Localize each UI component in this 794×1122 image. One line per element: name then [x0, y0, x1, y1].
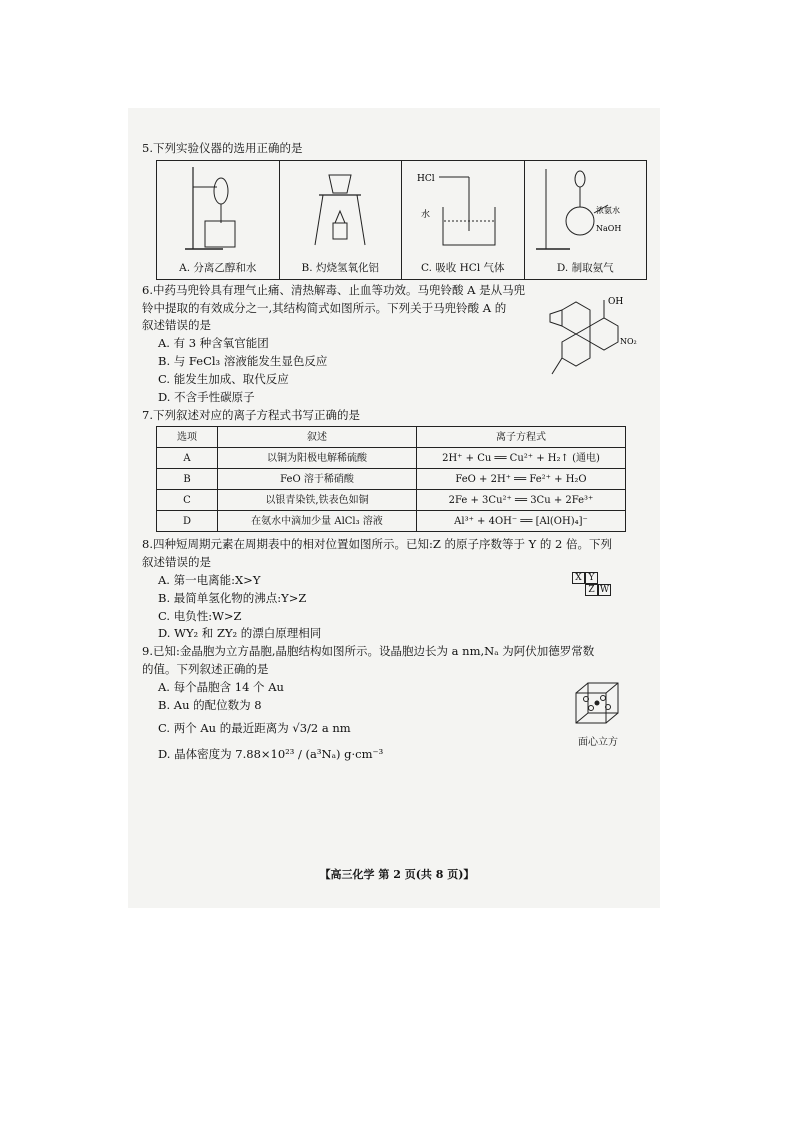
q8-option-c: C. 电负性:W>Z	[158, 608, 242, 623]
q7-cell: 以银青染铁,铁表色如铜	[218, 490, 417, 511]
q7-cell: FeO 溶于稀硝酸	[218, 469, 417, 490]
q7-cell: D	[157, 511, 218, 532]
q6-option-d: D. 不含手性碳原子	[158, 389, 255, 404]
aristolochic-acid-structure-icon	[542, 282, 642, 402]
q7-cell: B	[157, 469, 218, 490]
q5-option-d: D. 制取氨气	[556, 261, 614, 274]
q7-cell: C	[157, 490, 218, 511]
q5-cell-b	[280, 161, 403, 279]
q9-options	[142, 679, 572, 764]
no2-label: NO₂	[620, 336, 637, 346]
q9-option-b: B. Au 的配位数为 8	[158, 697, 262, 712]
q9-options-row	[142, 679, 647, 764]
q7-cell: 2Fe + 3Cu²⁺ ══ 3Cu + 2Fe³⁺	[417, 490, 626, 511]
q5-stem: 5.下列实验仪器的选用正确的是	[142, 141, 303, 155]
q5-cell-d	[525, 161, 647, 279]
q8-stem-line-1: 8.四种短周期元素在周期表中的相对位置如图所示。已知:Z 的原子序数等于 Y 的 2 倍。下列	[142, 537, 613, 552]
q8-stem-line-2: 叙述错误的是	[142, 555, 211, 570]
table-row	[157, 469, 626, 490]
periodic-position-grid	[572, 572, 611, 596]
gas-absorption-icon	[413, 165, 513, 253]
grid-cell-empty	[598, 572, 611, 584]
grid-cell-w: W	[599, 584, 610, 595]
q6-stem-line-3: 叙述错误的是	[142, 318, 211, 333]
q8-option-b: B. 最简单氢化物的沸点:Y>Z	[158, 590, 307, 605]
q5-cell-c	[402, 161, 525, 279]
q7-cell: 在氨水中滴加少量 AlCl₃ 溶液	[218, 511, 417, 532]
table-row	[157, 511, 626, 532]
q7-cell: 2H⁺ + Cu ══ Cu²⁺ + H₂↑ (通电)	[417, 448, 626, 469]
hcl-label: HCl	[416, 173, 435, 184]
oh-label: OH	[608, 296, 624, 307]
page-footer: 【高三化学 第 2 页(共 8 页)】	[319, 868, 475, 881]
naoh-label: NaOH	[596, 223, 622, 233]
q5-figure-table	[156, 160, 647, 280]
q7-cell: 以铜为阳极电解稀硫酸	[218, 448, 417, 469]
q8-options	[142, 572, 572, 643]
q7-header-description: 叙述	[218, 427, 417, 448]
q5-option-a: A. 分离乙醇和水	[179, 261, 257, 274]
q8-option-a: A. 第一电离能:X>Y	[158, 572, 261, 587]
q7-cell: Al³⁺ + 4OH⁻ ══ [Al(OH)₄]⁻	[417, 511, 626, 532]
page-content	[142, 140, 647, 764]
ammonia-apparatus-icon	[530, 165, 640, 253]
q6-option-a: A. 有 3 种含氧官能团	[158, 336, 269, 351]
q7-cell: A	[157, 448, 218, 469]
ammonia-label: 浓氨水	[596, 205, 621, 215]
q9-stem-line-2: 的值。下列叙述正确的是	[142, 662, 269, 676]
grid-cell-y: Y	[585, 572, 598, 584]
q7-header-equation: 离子方程式	[417, 427, 626, 448]
fcc-unit-cell-icon	[572, 679, 624, 729]
q7-header-row	[157, 427, 626, 448]
q9-stem-line-1: 9.已知:金晶胞为立方晶胞,晶胞结构如图所示。设晶胞边长为 a nm,Nₐ 为阿伏加德罗常数	[142, 644, 595, 659]
crucible-tripod-icon	[305, 165, 375, 253]
q8-option-d: D. WY₂ 和 ZY₂ 的漂白原理相同	[158, 626, 322, 641]
grid-cell-x: X	[572, 572, 585, 584]
grid-cell-z: Z	[585, 584, 598, 596]
q5-option-c: C. 吸收 HCl 气体	[420, 261, 505, 274]
q5-cell-a	[157, 161, 280, 279]
q7-header-option: 选项	[157, 427, 218, 448]
q7-table	[156, 426, 626, 532]
separatory-funnel-icon	[183, 165, 253, 253]
q7-stem: 7.下列叙述对应的离子方程式书写正确的是	[142, 407, 360, 422]
q9-option-d: D. 晶体密度为 7.88×10²³ / (a³Nₐ) g·cm⁻³	[158, 747, 384, 762]
q9-option-a: A. 每个晶胞含 14 个 Au	[158, 679, 284, 694]
q9-option-c: C. 两个 Au 的最近距离为 √3/2 a nm	[158, 721, 351, 736]
q6-stem-line-2: 铃中提取的有效成分之一,其结构简式如图所示。下列关于马兜铃酸 A 的	[142, 300, 507, 315]
q6-option-c: C. 能发生加成、取代反应	[158, 371, 289, 386]
table-row	[157, 490, 626, 511]
q6-text	[142, 282, 542, 407]
q8-options-row	[142, 572, 647, 643]
q6-stem-line-1: 6.中药马兜铃具有理气止痛、清热解毒、止血等功效。马兜铃酸 A 是从马兜	[142, 282, 526, 297]
table-row	[157, 448, 626, 469]
q6-option-b: B. 与 FeCl₃ 溶液能发生显色反应	[158, 354, 328, 369]
water-label: 水	[420, 209, 430, 220]
q5-option-b: B. 灼烧氢氧化铝	[301, 261, 379, 274]
fcc-cell-figure	[572, 679, 624, 750]
grid-cell-empty	[572, 584, 585, 596]
q7-cell: FeO + 2H⁺ ══ Fe²⁺ + H₂O	[417, 469, 626, 490]
fcc-label: 面心立方	[578, 736, 618, 748]
q6-block	[142, 282, 647, 407]
